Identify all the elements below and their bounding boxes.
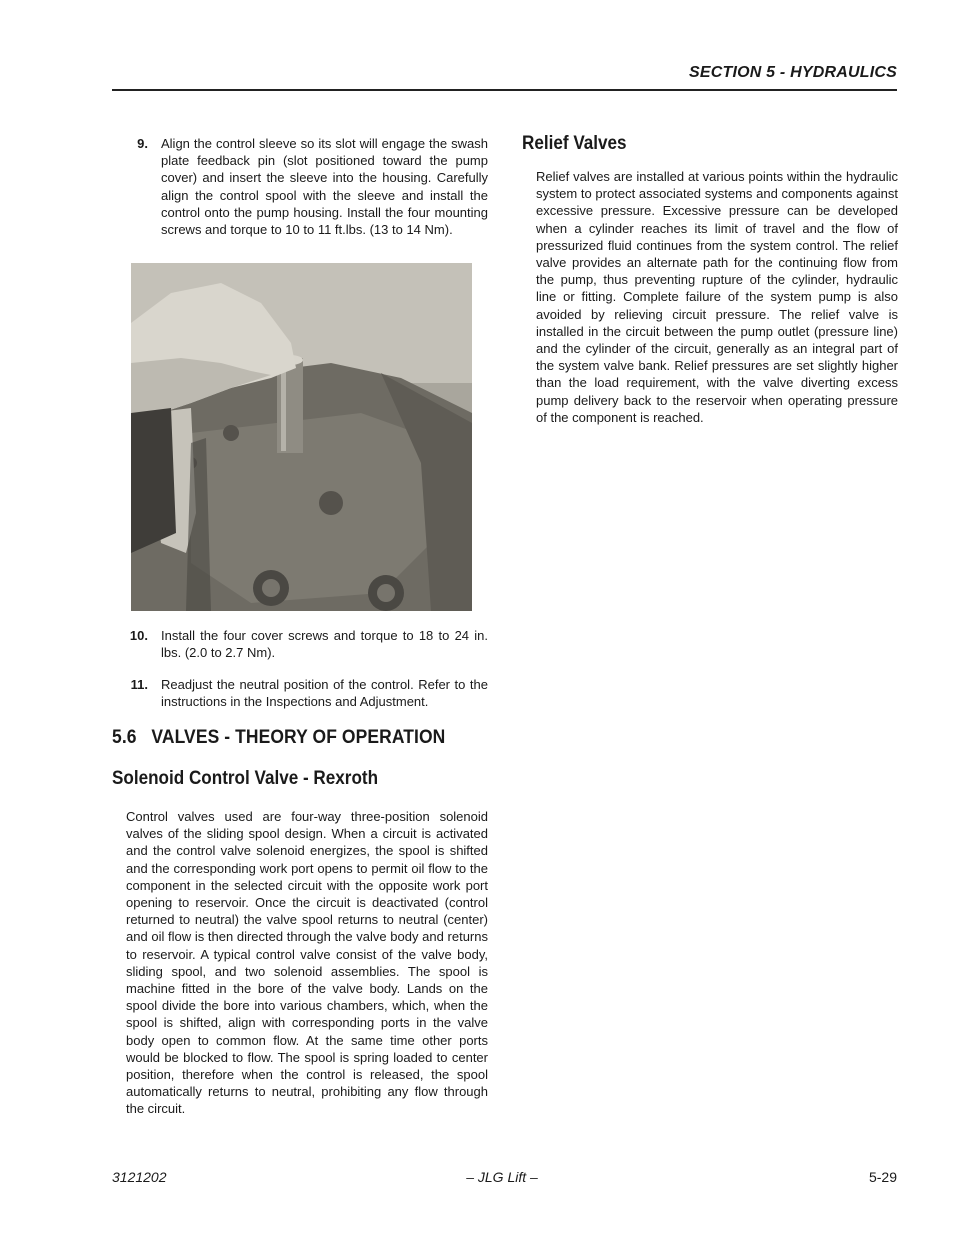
relief-body: Relief valves are installed at various points within the hydraulic system to protect associated systems and components against excessive pressure. Excessive pressure can be developed when a cylinder reaches its limit of travel and the flow of pressurized fluid continues from the system control. The relief valve provides an alternate path for the continuing flow from the pump, thus preventing rupture of the cylinder, hydraulic line or fitting. Complete failure of the system pump is also avoided by relieving circuit pressure. The relief valve is installed in the circuit between the pump outlet (pressure line) and the cylinder of the circuit, generally as an integral part of the system valve bank. Relief pressures are set slightly higher than the load requirement, with the valve diverting excess pump delivery back to the reservoir when operating pressure of the component is reached. — [536, 169, 898, 425]
relief-heading: Relief Valves — [522, 133, 627, 154]
section-title: SECTION 5 - HYDRAULICS — [689, 64, 897, 81]
step-number: 9. — [137, 136, 148, 151]
step-text: Readjust the neutral position of the control. Refer to the instructions in the Inspections and Adjustment. — [161, 677, 488, 710]
section-heading: 5.6 VALVES - THEORY OF OPERATION — [112, 727, 446, 748]
header-divider — [112, 89, 897, 91]
solenoid-heading: Solenoid Control Valve - Rexroth — [112, 768, 379, 789]
step-number: 11. — [130, 677, 148, 692]
step-text: Install the four cover screws and torque to 18 to 24 in. lbs. (2.0 to 2.7 Nm). — [161, 628, 488, 661]
pump-control-photo — [131, 263, 472, 611]
page-number: 5-29 — [868, 1169, 897, 1185]
step-number: 10. — [129, 628, 148, 643]
step-11 — [112, 676, 488, 710]
step-10 — [112, 627, 488, 661]
doc-number: 3121202 — [112, 1169, 167, 1185]
solenoid-body: Control valves used are four-way three-position solenoid valves of the sliding spool design. When a circuit is activated and the control valve solenoid energizes, the spool is shifted and the corresponding work port opens to permit oil flow to the component in the selected circuit with the opposite work port opening to reservoir. Once the circuit is deactivated (control returned to neutral) the valve spool returns to neutral (center) and oil flow is then directed through the valve body and returns to reservoir. A typical control valve consist of the valve body, sliding spool, and two solenoid assemblies. The spool is machine fitted in the bore of the valve body. Lands on the spool divide the bore into various chambers, which, when the spool is shifted, align with corresponding ports in the valve body open to common flow. At the same time other ports would be blocked to flow. The spool is spring loaded to center position, therefore when the control is released, the spool automatically returns to neutral, prohibiting any flow through the circuit. — [126, 809, 488, 1117]
company-name: – JLG Lift – — [466, 1169, 538, 1185]
step-9 — [112, 135, 488, 238]
step-text: Align the control sleeve so its slot will engage the swash plate feedback pin (slot positioned toward the pump cover) and insert the sleeve into the housing. Carefully align the control spool with the sleeve and install the control onto the pump housing. Install the four mounting screws and torque to 10 to 11 ft.lbs. (13 to 14 Nm). — [161, 136, 488, 238]
